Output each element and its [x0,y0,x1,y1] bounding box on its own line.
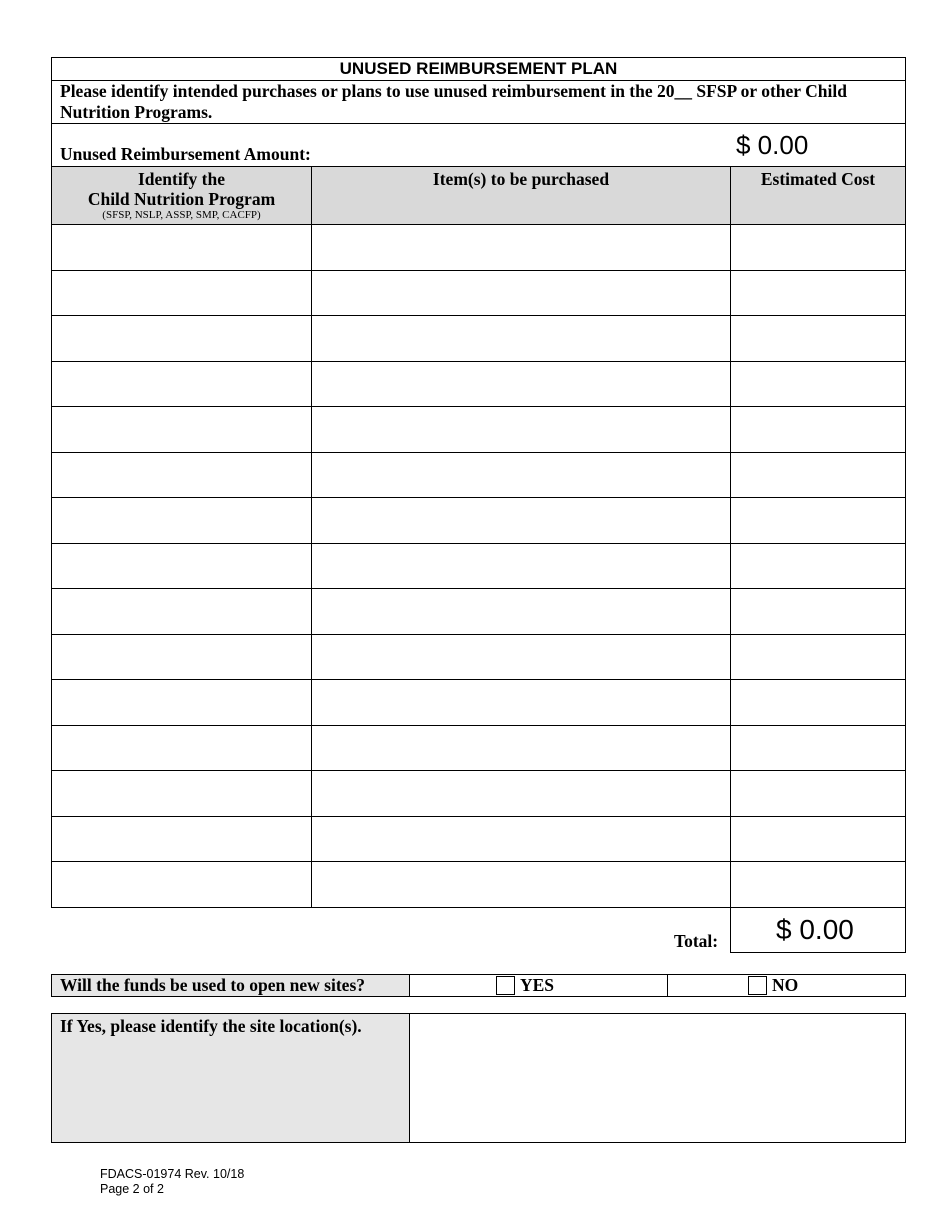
program-cell[interactable] [52,726,312,771]
no-label: NO [772,975,799,995]
table-row [52,817,905,863]
cost-cell[interactable] [731,589,905,634]
item-cell[interactable] [312,316,731,361]
program-cell[interactable] [52,680,312,725]
no-option [668,975,905,996]
table-row [52,498,905,544]
program-cell[interactable] [52,362,312,407]
new-sites-question [51,974,906,997]
item-cell[interactable] [312,362,731,407]
cost-cell[interactable] [731,362,905,407]
cost-cell[interactable] [731,817,905,862]
item-cell[interactable] [312,680,731,725]
program-header-line1: Identify the [137,169,225,189]
items-column-header: Item(s) to be purchased [312,167,731,225]
table-row [52,862,905,908]
yes-checkbox[interactable] [496,976,515,995]
program-cell[interactable] [52,771,312,816]
cost-cell[interactable] [731,453,905,498]
yes-label: YES [520,975,555,995]
table-row [52,271,905,317]
table-row [52,726,905,772]
footer [100,1167,244,1197]
program-cell[interactable] [52,271,312,316]
amount-value-field[interactable]: $ 0.00 [736,130,809,160]
program-cell[interactable] [52,862,312,908]
total-field[interactable] [730,907,906,953]
item-cell[interactable] [312,271,731,316]
item-cell[interactable] [312,817,731,862]
program-cell[interactable] [52,589,312,634]
table-row [52,453,905,499]
cost-cell[interactable] [731,680,905,725]
table-row [52,407,905,453]
cost-cell[interactable] [731,271,905,316]
site-location-section [51,1013,906,1143]
total-value: $ 0.00 [776,914,854,945]
table-row [52,635,905,681]
item-cell[interactable] [312,544,731,589]
table-row [52,316,905,362]
cost-cell[interactable] [731,862,905,908]
cost-column-header: Estimated Cost [731,167,905,225]
item-cell[interactable] [312,589,731,634]
program-header-note: (SFSP, NSLP, ASSP, SMP, CACFP) [102,209,261,221]
program-cell[interactable] [52,407,312,452]
program-cell[interactable] [52,544,312,589]
yes-option [410,975,668,996]
item-cell[interactable] [312,862,731,908]
reimbursement-plan-table [51,57,906,908]
item-cell[interactable] [312,498,731,543]
table-row [52,680,905,726]
cost-cell[interactable] [731,544,905,589]
program-cell[interactable] [52,498,312,543]
item-cell[interactable] [312,726,731,771]
program-cell[interactable] [52,453,312,498]
item-cell[interactable] [312,771,731,816]
new-sites-question-label: Will the funds be used to open new sites? [52,975,410,996]
item-cell[interactable] [312,225,731,270]
program-cell[interactable] [52,225,312,270]
table-row [52,771,905,817]
program-header-line2: Child Nutrition Program [87,189,276,209]
form-title: UNUSED REIMBURSEMENT PLAN [52,58,905,81]
table-row [52,589,905,635]
cost-cell[interactable] [731,635,905,680]
total-label: Total: [674,931,719,951]
table-row [52,544,905,590]
page-number: Page 2 of 2 [100,1182,164,1196]
program-column-header [52,167,312,225]
program-cell[interactable] [52,316,312,361]
table-row [52,225,905,271]
item-cell[interactable] [312,635,731,680]
table-row [52,362,905,408]
amount-label: Unused Reimbursement Amount: [60,144,311,164]
cost-cell[interactable] [731,498,905,543]
cost-cell[interactable] [731,771,905,816]
cost-cell[interactable] [731,316,905,361]
no-checkbox[interactable] [748,976,767,995]
cost-cell[interactable] [731,225,905,270]
site-location-label: If Yes, please identify the site location(s). [52,1014,410,1142]
form-id: FDACS-01974 Rev. 10/18 [100,1167,245,1181]
cost-cell[interactable] [731,407,905,452]
site-location-field[interactable] [410,1014,905,1142]
item-cell[interactable] [312,453,731,498]
amount-row [52,124,905,167]
program-cell[interactable] [52,635,312,680]
program-cell[interactable] [52,817,312,862]
item-cell[interactable] [312,407,731,452]
cost-cell[interactable] [731,726,905,771]
instructions-text: Please identify intended purchases or plans to use unused reimbursement in the 20__ SFSP or other Child Nutrition Programs. [52,80,905,124]
